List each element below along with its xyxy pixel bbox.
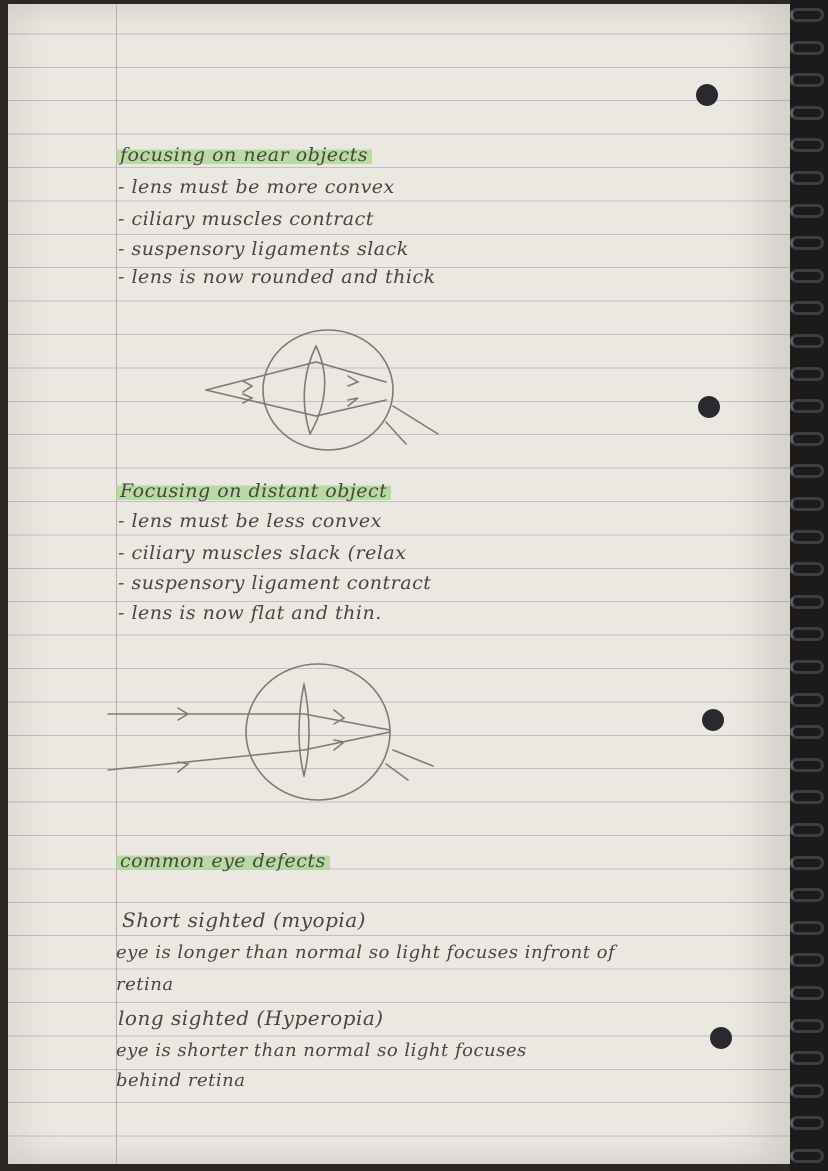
spiral-coil — [790, 399, 824, 413]
punch-hole — [702, 709, 724, 731]
eye-diagram-near — [198, 326, 448, 466]
spiral-coil — [790, 758, 824, 772]
spiral-coil — [790, 73, 824, 87]
distant-point: - lens must be less convex — [118, 510, 382, 532]
distant-point: - suspensory ligament contract — [118, 572, 432, 594]
defects-heading: common eye defects — [116, 850, 330, 872]
spiral-coil — [790, 204, 824, 218]
spiral-coil — [790, 8, 824, 22]
spiral-coil — [790, 138, 824, 152]
spiral-coil — [790, 595, 824, 609]
long-sighted-title: long sighted (Hyperopia) — [118, 1006, 384, 1030]
spiral-coil — [790, 921, 824, 935]
near-point: - lens must be more convex — [118, 176, 395, 198]
distant-point: - ciliary muscles slack (relax — [118, 542, 407, 564]
spiral-coil — [790, 1051, 824, 1065]
spiral-coil — [790, 464, 824, 478]
spiral-coil — [790, 301, 824, 315]
near-point: - ciliary muscles contract — [118, 208, 374, 230]
long-sighted-desc-cont: behind retina — [116, 1070, 246, 1091]
spiral-coil — [790, 432, 824, 446]
punch-hole — [710, 1027, 732, 1049]
spiral-coil — [790, 367, 824, 381]
spiral-coil — [790, 41, 824, 55]
distant-point: - lens is now flat and thin. — [118, 602, 382, 624]
near-point: - suspensory ligaments slack — [118, 238, 409, 260]
spiral-coil — [790, 953, 824, 967]
punch-hole — [698, 396, 720, 418]
spiral-coil — [790, 106, 824, 120]
spiral-coil — [790, 856, 824, 870]
short-sighted-desc-cont: retina — [116, 974, 174, 995]
short-sighted-desc: eye is longer than normal so light focuses infront of — [116, 942, 616, 963]
spiral-coil — [790, 236, 824, 250]
eye-diagram-distant — [108, 660, 438, 810]
spiral-coil — [790, 1116, 824, 1130]
distant-heading: Focusing on distant object — [116, 480, 391, 502]
spiral-coil — [790, 562, 824, 576]
spiral-coil — [790, 693, 824, 707]
spiral-coil — [790, 1084, 824, 1098]
spiral-coil — [790, 171, 824, 185]
punch-hole — [696, 84, 718, 106]
spiral-coil — [790, 1149, 824, 1163]
spiral-coil — [790, 888, 824, 902]
spiral-coil — [790, 269, 824, 283]
spiral-coil — [790, 790, 824, 804]
spiral-coil — [790, 986, 824, 1000]
spiral-coil — [790, 660, 824, 674]
spiral-coil — [790, 530, 824, 544]
short-sighted-title: Short sighted (myopia) — [122, 908, 366, 932]
near-point: - lens is now rounded and thick — [118, 266, 436, 288]
spiral-coil — [790, 627, 824, 641]
spiral-coil — [790, 497, 824, 511]
spiral-coil — [790, 1019, 824, 1033]
long-sighted-desc: eye is shorter than normal so light focuses — [116, 1040, 527, 1061]
spiral-coil — [790, 823, 824, 837]
spiral-binding — [790, 0, 828, 1171]
spiral-coil — [790, 725, 824, 739]
notebook-page — [8, 4, 794, 1164]
spiral-coil — [790, 334, 824, 348]
near-heading: focusing on near objects — [116, 144, 372, 166]
